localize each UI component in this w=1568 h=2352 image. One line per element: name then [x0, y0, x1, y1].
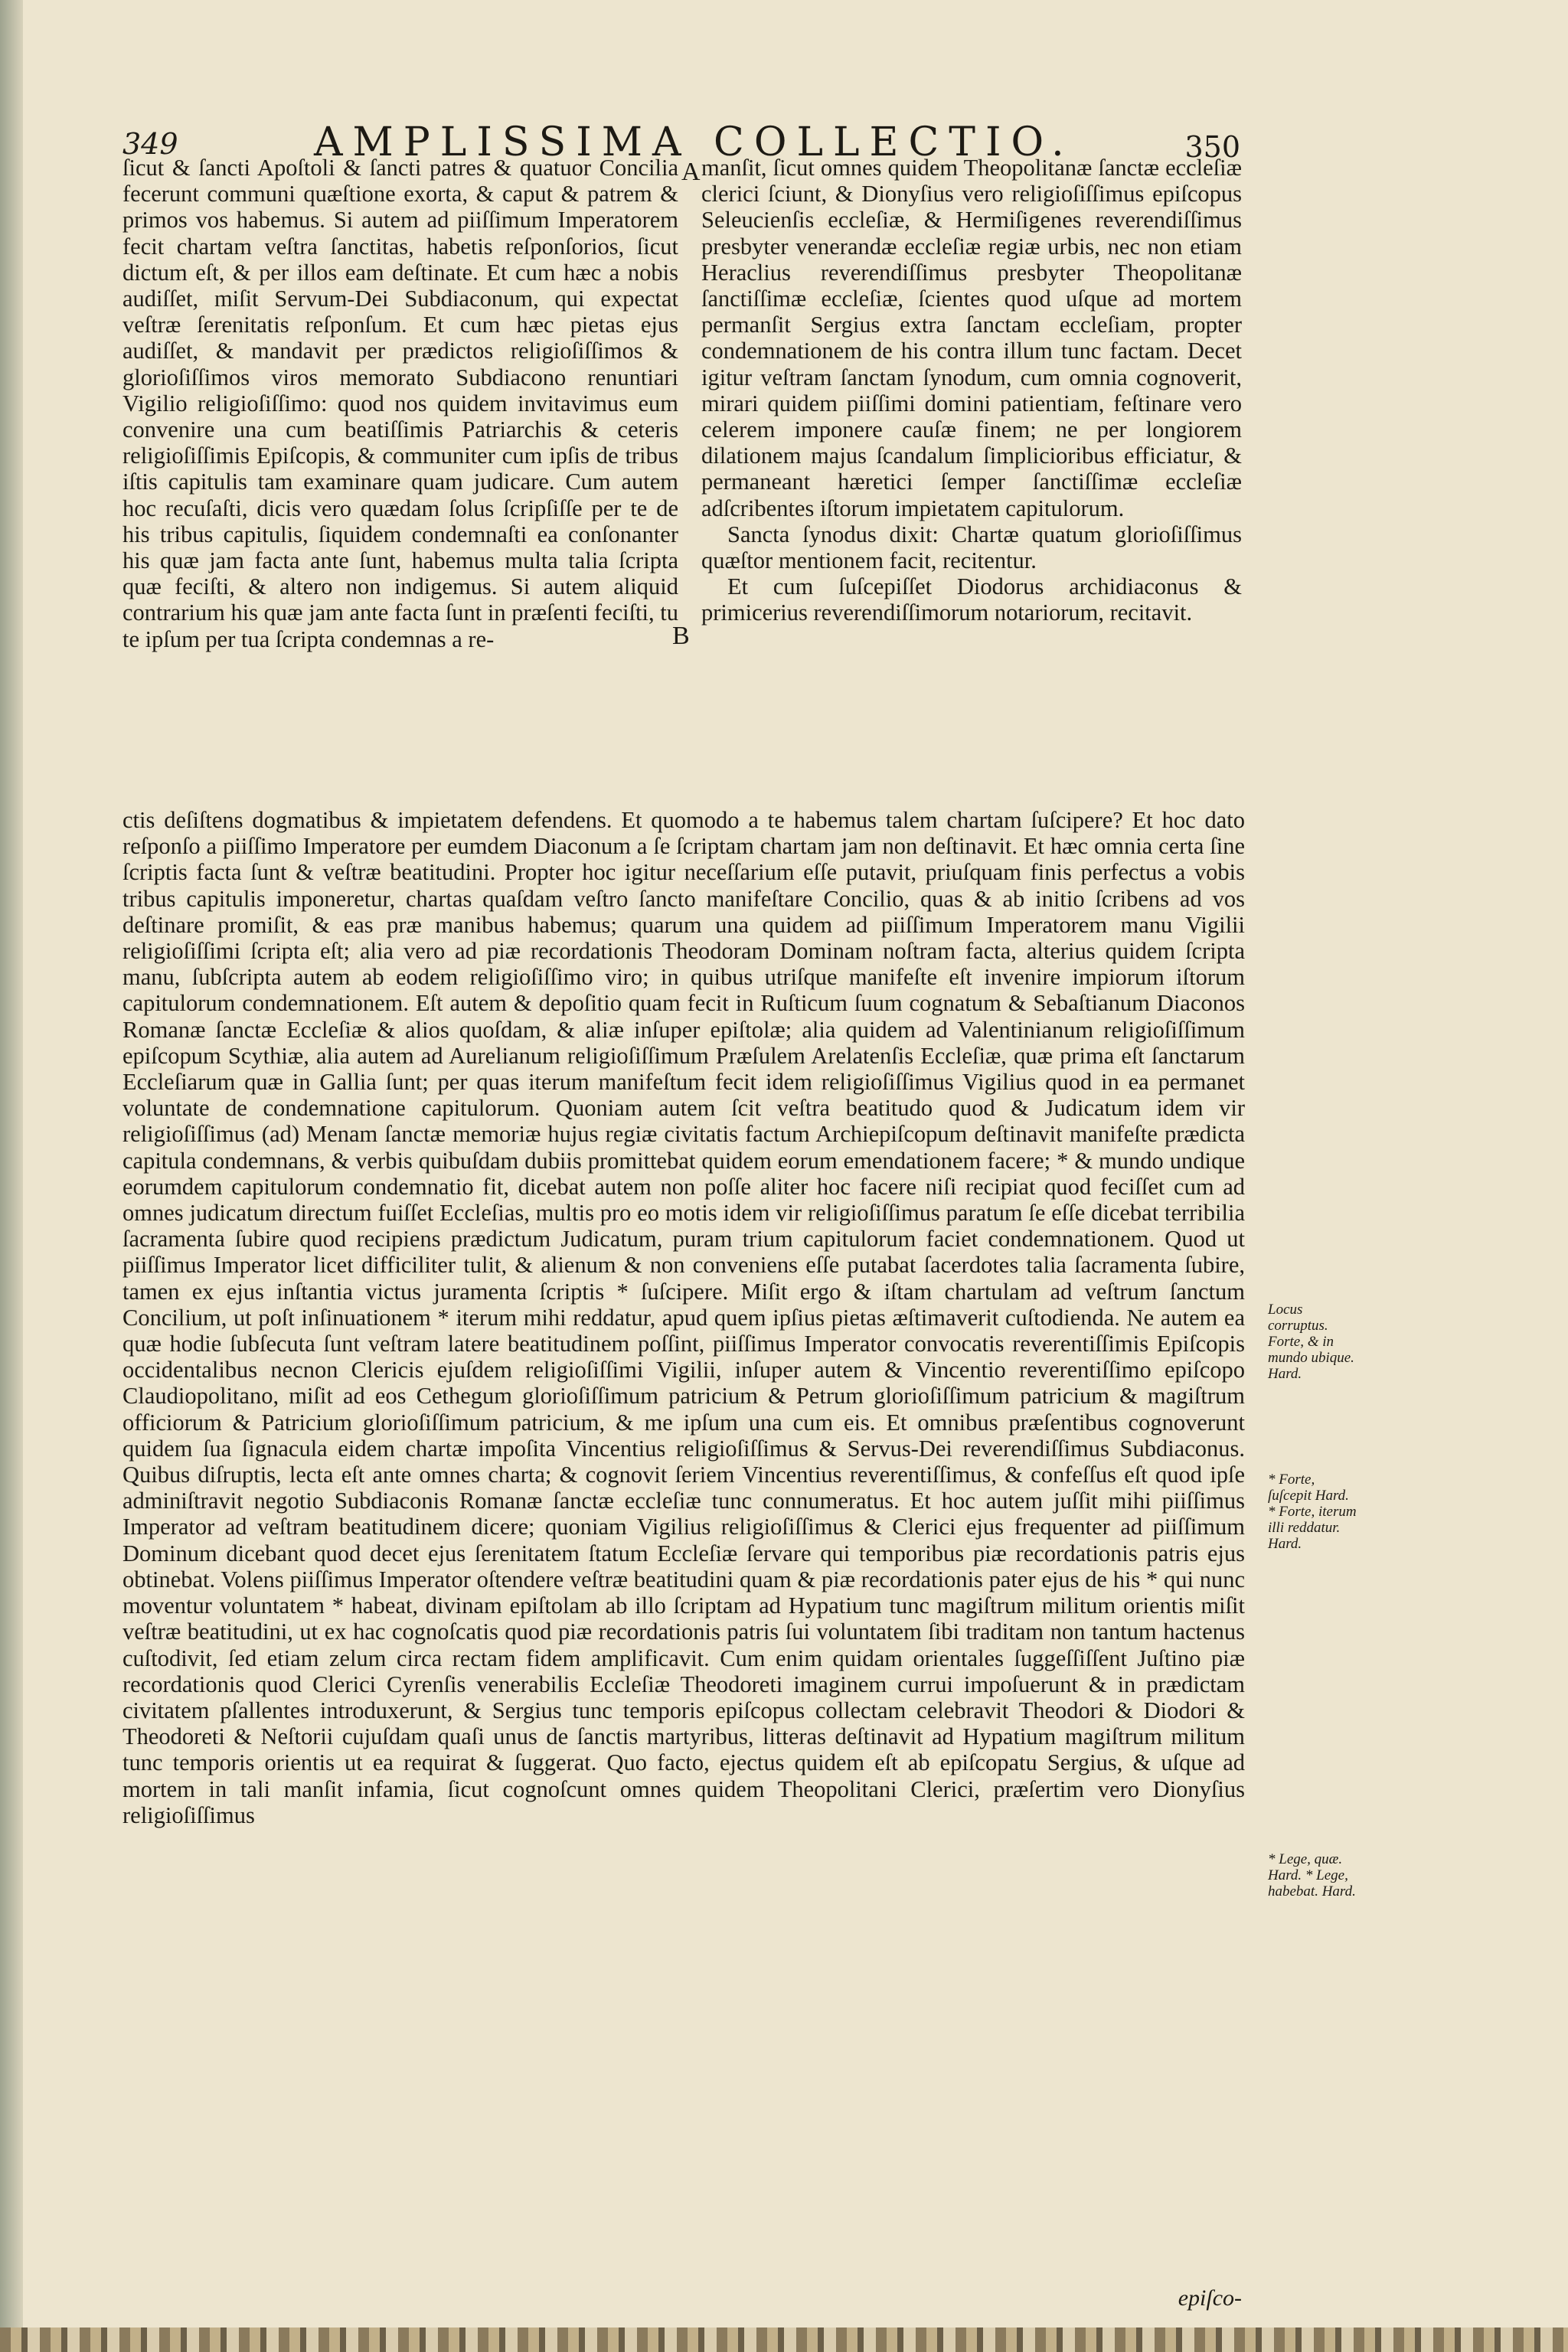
full-width-text [122, 807, 1245, 1828]
section-marker-b: B [672, 622, 690, 650]
right-column-paragraph: manſit, ſicut omnes quidem Theopolitanæ ſanctæ eccleſiæ clerici ſciunt, & Dionyſius vero religioſiſſimus epiſcopus Seleucienſis eccleſiæ, & Hermiſigenes reverendiſſimus presbyter venerandæ eccleſiæ regiæ urbis, nec non etiam Heraclius reverendiſſimus presbyter Theopolitanæ ſanctiſſimæ eccleſiæ, ſcientes quod uſque ad mortem permanſit Sergius extra ſanctam eccleſiam, propter condemnationem de his contra illum tunc factam. Decet igitur veſtram ſanctam ſynodum, cum omnia cognoverit, mirari quidem piiſſimi domini patientiam, feſtinare vero celerem imponere cauſæ finem; ne per longiorem dilationem majus ſcandalum ſimplicioribus efficiatur, & permaneant hæretici ſemper ſanctiſſimæ eccleſiæ adſcribentes iſtorum impietatem capitulorum. [701, 155, 1242, 521]
page-number-left: 349 [122, 127, 178, 161]
running-title: AMPLISSIMA COLLECTIO. [314, 119, 1074, 165]
full-width-paragraph: ctis deſiſtens dogmatibus & impietatem defendens. Et quomodo a te habemus talem chartam ſuſcipere? Et hoc dato reſponſo a piiſſimo Imperatore per eumdem Diaconum a ſe ſcriptam chartam jam non deſtinavit. Et hæc omnia certa ſine ſcriptis facta ſunt & veſtræ beatitudini. Propter hoc igitur neceſſarium eſſe putavit, priuſquam finis perfectus a vobis tribus capitulis imponeretur, chartas quaſdam veſtro ſancto manifeſtare Concilio, quas & ab initio ſcribens ad vos deſtinare promiſit, & eas præ manibus habemus; quarum una quidem ad piiſſimum Imperatorem manu Vigilii religioſiſſimi ſcripta eſt; alia vero ad piæ recordationis Theodoram Dominam noſtram facta, alterius quidem ſcripta manu, ſubſcripta autem ab eodem religioſiſſimo viro; in quibus utriſque manifeſte eſt invenire impiorum iſtorum capitulorum condemnationem. Eſt autem & depoſitio quam fecit in Ruſticum ſuum cognatum & Sebaſtianum Diaconos Romanæ ſanctæ Eccleſiæ & alios quoſdam, & aliæ inſuper epiſtolæ; alia quidem ad Valentinianum religioſiſſimum epiſcopum Scythiæ, alia autem ad Aurelianum religioſiſſimum Præſulem Arelatenſis Eccleſiæ, quæ prima eſt ſanctarum Eccleſiarum quæ in Gallia ſunt; per quas iterum manifeſtum fecit idem religioſiſſimus Vigilius quod in ea permanet voluntate de condemnatione capitulorum. Quoniam autem ſcit veſtra beatitudo quod & Judicatum idem vir religioſiſſimus (ad) Menam ſanctæ memoriæ hujus regiæ civitatis factum Archiepiſcopum deſtinavit manifeſte prædicta capitula condemnans, & verbis quibuſdam dubiis promittebat quidem eorum emendationem facere; * & mundo undique eorumdem capitulorum condemnatio fit, dicebat autem non poſſe aliter hoc facere niſi recipiat quod feciſſet cum ad omnes judicatum directum fuiſſet Eccleſias, multis pro eo motis idem vir religioſiſſimus paratum ſe eſſe dicebat terribilia ſacramenta ſubire quod recipiens prædictum Judicatum, puram trium capitulorum faciet condemnationem. Quod ut piiſſimus Imperator licet difficiliter tulit, & alienum & non conveniens eſſe putabat ſacerdotes talia ſacramenta ſubire, tamen ex ejus inſtantia victus juramenta ſcriptis * ſuſcipere. Miſit ergo & iſtam chartulam ad veſtrum ſanctum Concilium, ut poſt inſinuationem * iterum mihi reddatur, apud quem ipſius pietas æſtimaverit cuſtodienda. Ne autem ea quæ hodie ſubſecuta ſunt veſtram latere beatitudinem poſſint, piiſſimus Imperator convocatis reverentiſſimis Epiſcopis occidentalibus necnon Clericis ejuſdem religioſiſſimi Vigilii, inſuper autem & Vincentio reverentiſſimo epiſcopo Claudiopolitano, miſit ad eos Cethegum glorioſiſſimum patricium & Petrum glorioſiſſimum patricium & magiſtrum officiorum & Patricium glorioſiſſimum patricium, & me ipſum una cum eis. Et omnibus præſentibus cognoverunt quidem ſua ſignacula eidem chartæ impoſita Vincentius religioſiſſimus & Servus-Dei reverendiſſimus Subdiaconus. Quibus diſruptis, lecta eſt ante omnes charta; & cognovit ſeriem Vincentius reverentiſſimus, & confeſſus eſt quod ipſe adminiſtravit negotio Subdiaconis Romanæ ſanctæ eccleſiæ tunc connumeratus. Et hoc autem juſſit mihi piiſſimus Imperator ad veſtram beatitudinem dicere; quoniam Vigilius religioſiſſimus & Clerici ejus frequenter ad piiſſimum Dominum dicebant quod decet ejus ſerenitatem ſtatum Eccleſiæ ſervare qui temporibus piæ recordationis patris ejus obtinebat. Volens piiſſimus Imperator oſtendere veſtræ beatitudini quam & piæ recordationis pater ejus de his * qui nunc moventur voluntatem * habeat, divinam epiſtolam ab illo ſcriptam ad Hypatium tunc magiſtrum militum orientis miſit veſtræ beatitudini, ut ex hac cognoſcatis quod piæ recordationis patris ſui voluntatem ſibi traditam non tantum hactenus cuſtodivit, ſed etiam zelum circa rectam fidem amplificavit. Cum enim quidam orientales ſuggeſſiſſent Juſtino piæ recordationis quod Clerici Cyrenſis venerabilis Eccleſiæ Theodoreti imaginem currui impoſuerunt & in prædictam civitatem pſallentes introduxerunt, & Sergius tunc temporis epiſcopus collectam celebravit Theodori & Diodori & Theodoreti & Neſtorii cujuſdam quaſi unus de ſanctis martyribus, litteras deſtinavit ad Hypatium magiſtrum militum tunc temporis orientis ut ea requirat & ſuggerat. Quo facto, ejectus quidem eſt ab epiſcopatu Sergius, & uſque ad mortem in tali manſit infamia, ſicut cognoſcunt omnes quidem Theopolitani Clerici, præſertim vero Dionyſius religioſiſſimus [122, 807, 1245, 1828]
section-marker-a: A [681, 158, 701, 186]
margin-note: * Forte, ſuſcepit Hard. * Forte, iterum illi reddatur. Hard. [1268, 1472, 1357, 1552]
scan-bottom-edge [0, 2328, 1568, 2352]
right-column-paragraph: Sancta ſynodus dixit: Chartæ quatum glorioſiſſimus quæſtor mentionem facit, recitentur. [701, 521, 1242, 574]
margin-note: Locus corruptus. Forte, & in mundo ubique. Hard. [1268, 1302, 1354, 1382]
right-column [701, 155, 1242, 626]
catchword: epiſco- [1178, 2285, 1242, 2311]
page-number-right: 350 [1184, 130, 1240, 164]
margin-note: * Lege, quæ. Hard. * Lege, habebat. Hard. [1268, 1851, 1356, 1900]
left-column-text: ſicut & ſancti Apoſtoli & ſancti patres & quatuor Concilia fecerunt communi quæſtione exorta, & caput & patrem & primos vos habemus. Si autem ad piiſſimum Imperatorem fecit chartam veſtra ſanctitas, habetis reſponſorios, ſicut dictum eſt, & per illos eam deſtinate. Et cum hæc a nobis audiſſet, miſit Servum-Dei Subdiaconum, qui expectat veſtræ ſerenitatis reſponſum. Et cum hæc pietas ejus audiſſet, & mandavit per prædictos religioſiſſimos & glorioſiſſimos viros memorato Subdiacono renuntiari Vigilio religioſiſſimo: quod nos quidem invitavimus eum convenire una cum beatiſſimis Patriarchis & ceteris religioſiſſimis Epiſcopis, & communiter cum ipſis de tribus iſtis capitulis tam examinare quam judicare. Cum autem hoc recuſaſti, dicis vero quædam ſolus ſcripſiſſe per te de his tribus capitulis, ſiquidem condemnaſti ea conſonanter his quæ jam facta ante ſunt, habemus multa talia ſcripta quæ feciſti, & altero non indigemus. Si autem aliquid contrarium his quæ jam ante facta ſunt in præſenti feciſti, tu te ipſum per tua ſcripta condemnas a re- [122, 155, 678, 652]
scan-page-edge [0, 0, 23, 2352]
left-column [122, 155, 678, 652]
right-column-paragraph: Et cum ſuſcepiſſet Diodorus archidiaconus & primicerius reverendiſſimorum notariorum, recitavit. [701, 573, 1242, 626]
